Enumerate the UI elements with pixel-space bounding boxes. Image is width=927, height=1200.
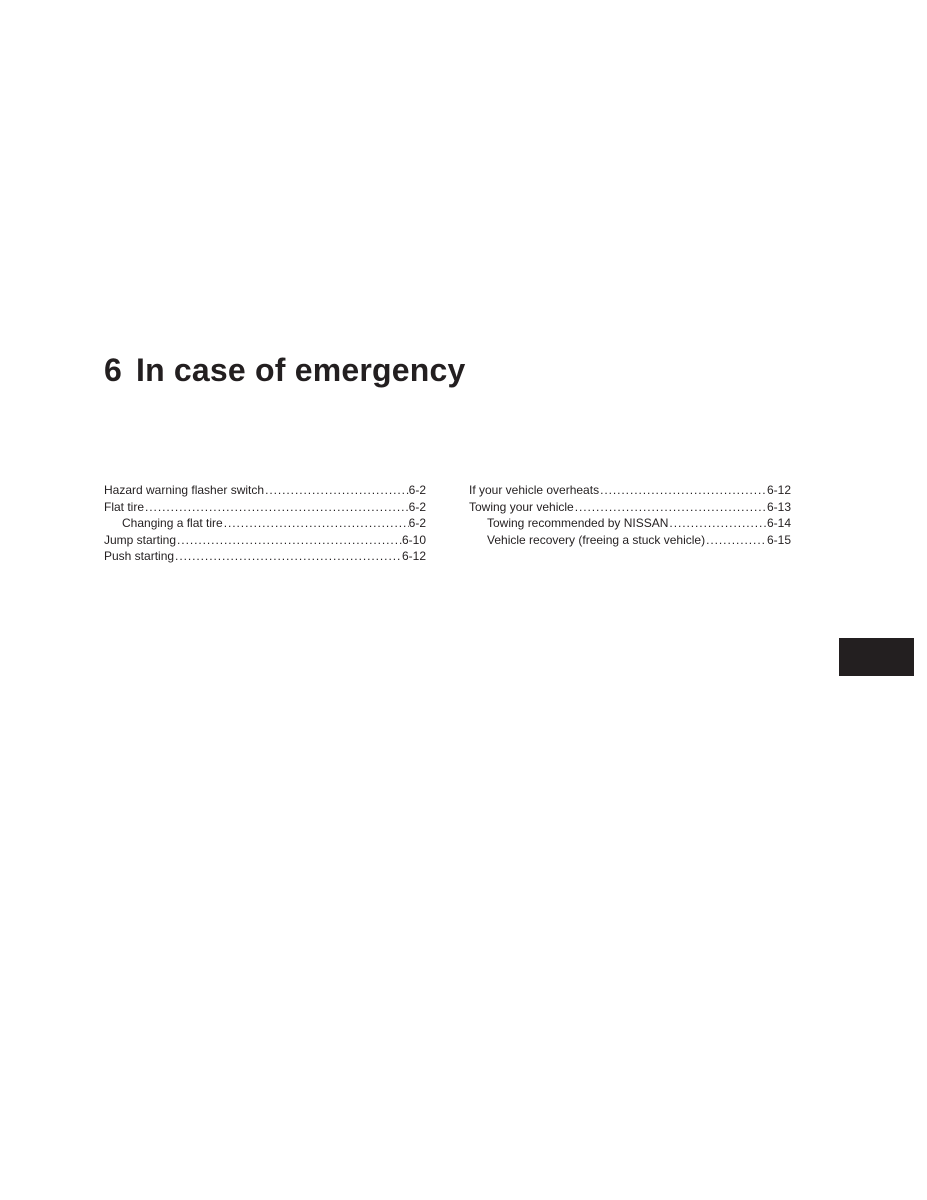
chapter-tab-marker: [839, 638, 914, 676]
toc-entry-page: 6-12: [766, 483, 791, 497]
toc-dot-leader: [264, 482, 409, 499]
toc-entry-hazard-warning-flasher-switch[interactable]: [104, 482, 426, 499]
toc-entry-flat-tire[interactable]: [104, 499, 426, 516]
toc-entry-title: Changing a flat tire: [122, 516, 223, 530]
toc-dot-leader: [705, 532, 767, 549]
toc-entry-title: Flat tire: [104, 499, 145, 514]
toc-entry-push-starting[interactable]: [104, 548, 426, 565]
toc-entry-page: 6-12: [401, 549, 426, 563]
toc-right-column: [469, 482, 791, 548]
toc-entry-page: 6-2: [408, 499, 426, 514]
toc-entry-title: Hazard warning flasher switch: [104, 483, 265, 497]
toc-entry-jump-starting[interactable]: [104, 532, 426, 549]
chapter-heading: [104, 350, 465, 390]
chapter-number: 6: [104, 352, 122, 388]
toc-entry-towing-your-vehicle[interactable]: [469, 499, 791, 516]
toc-entry-page: 6-10: [401, 532, 426, 547]
toc-dot-leader: [174, 548, 402, 565]
toc-entry-changing-a-flat-tire[interactable]: [104, 515, 426, 532]
toc-entry-page: 6-13: [766, 499, 791, 514]
toc-entry-page: 6-2: [408, 483, 426, 497]
toc-entry-title: Towing your vehicle: [469, 499, 574, 514]
toc-entry-page: 6-15: [766, 532, 791, 547]
toc-entry-title: Vehicle recovery (freeing a stuck vehicle): [487, 532, 706, 547]
toc-dot-leader: [176, 532, 402, 549]
toc-entry-page: 6-2: [408, 516, 426, 530]
toc-entry-title: Towing recommended by NISSAN: [487, 516, 669, 530]
toc-left-column: [104, 482, 426, 565]
toc-dot-leader: [574, 499, 767, 516]
toc-dot-leader: [223, 515, 409, 532]
toc-entry-title: Push starting: [104, 549, 175, 563]
chapter-title: In case of emergency: [136, 352, 466, 388]
toc-entry-title: If your vehicle overheats: [469, 483, 600, 497]
toc-dot-leader: [599, 482, 767, 499]
toc-entry-towing-recommended-by-nissan[interactable]: [469, 515, 791, 532]
toc-entry-title: Jump starting: [104, 532, 177, 547]
toc-entry-page: 6-14: [766, 516, 791, 530]
toc-dot-leader: [144, 499, 409, 516]
toc-entry-vehicle-recovery[interactable]: [469, 532, 791, 549]
toc-entry-if-your-vehicle-overheats[interactable]: [469, 482, 791, 499]
toc-dot-leader: [668, 515, 767, 532]
